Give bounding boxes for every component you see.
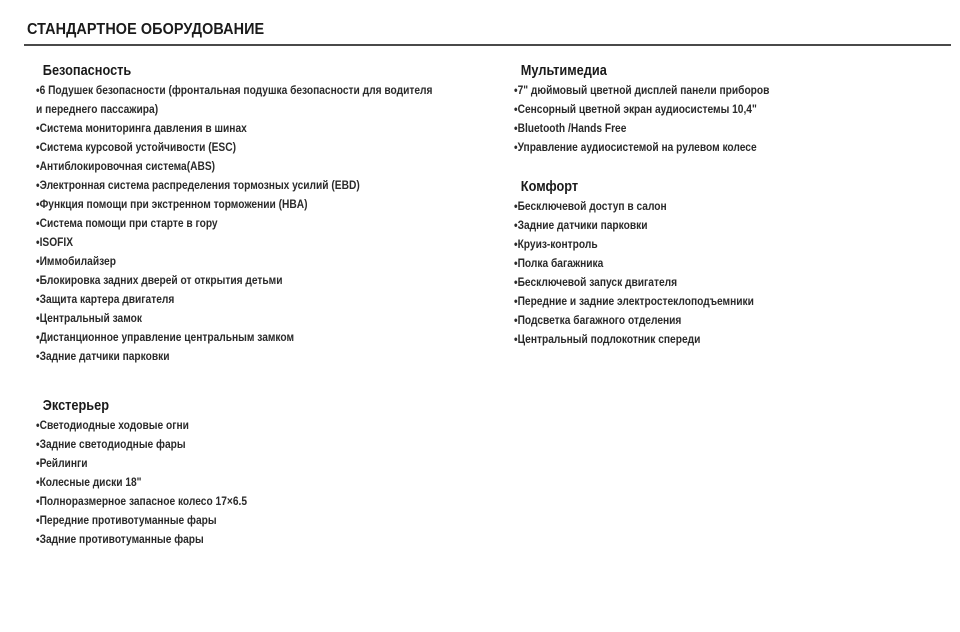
- list-item: [514, 311, 754, 330]
- list-item: [514, 235, 754, 254]
- safety-list: [36, 81, 432, 366]
- list-item-text: Задние светодиодные фары: [39, 437, 186, 451]
- list-item-text: 7" дюймовый цветной дисплей панели приборов: [517, 83, 770, 97]
- list-item: [36, 176, 432, 195]
- section-heading-multimedia: Мультимедиа: [520, 62, 607, 79]
- list-item-text: Светодиодные ходовые огни: [39, 418, 189, 432]
- list-item-text: Функция помощи при экстренном торможении (HBA): [39, 197, 308, 211]
- list-item-text: Задние датчики парковки: [517, 218, 648, 232]
- list-item: [514, 273, 754, 292]
- list-item-text: Полноразмерное запасное колесо 17×6.5: [39, 494, 248, 508]
- list-item: [36, 492, 247, 511]
- list-item-text: Система курсовой устойчивости (ESC): [39, 140, 237, 154]
- comfort-list: [514, 197, 754, 349]
- list-item-text: Иммобилайзер: [39, 254, 116, 268]
- list-item: [36, 309, 432, 328]
- list-item: [36, 347, 432, 366]
- list-item-text: Система мониторинга давления в шинах: [39, 121, 247, 135]
- list-item: [36, 454, 247, 473]
- list-item: [514, 254, 754, 273]
- list-item: [36, 511, 247, 530]
- comfort-section: [514, 177, 754, 349]
- list-item-text: Bluetooth /Hands Free: [517, 121, 627, 135]
- list-item: [514, 119, 769, 138]
- list-item-text: Колесные диски 18": [39, 475, 142, 489]
- list-item-text: Бесключевой запуск двигателя: [517, 275, 678, 289]
- list-item-text: Рейлинги: [39, 456, 88, 470]
- list-item-text: Центральный замок: [39, 311, 142, 325]
- list-item-text: Полка багажника: [517, 256, 604, 270]
- list-item-text: Передние и задние электростеклоподъемники: [517, 294, 754, 308]
- list-item: [36, 435, 247, 454]
- list-item: [36, 530, 247, 549]
- list-item-text: Система помощи при старте в гору: [39, 216, 218, 230]
- list-item: [514, 197, 754, 216]
- title-divider: [24, 44, 951, 46]
- exterior-section: [36, 396, 247, 549]
- list-item-text: 6 Подушек безопасности (фронтальная подушка безопасности для водителя: [39, 83, 433, 97]
- list-item: [36, 157, 432, 176]
- list-item: [514, 100, 769, 119]
- list-item-text: Антиблокировочная система(ABS): [39, 159, 216, 173]
- list-item-text: ISOFIX: [39, 235, 74, 249]
- list-item-text: Задние датчики парковки: [39, 349, 170, 363]
- list-item: [36, 138, 432, 157]
- list-item-text: Бесключевой доступ в салон: [517, 199, 667, 213]
- list-item-text: Блокировка задних дверей от открытия детьми: [39, 273, 283, 287]
- list-item: [36, 473, 247, 492]
- list-item: [36, 416, 247, 435]
- list-item: [36, 328, 432, 347]
- list-item: [514, 216, 754, 235]
- list-item: [36, 119, 432, 138]
- list-item-text: Дистанционное управление центральным замком: [39, 330, 295, 344]
- list-item-text: Защита картера двигателя: [39, 292, 175, 306]
- safety-section: [36, 61, 432, 366]
- list-item: [36, 233, 432, 252]
- list-item: [36, 252, 432, 271]
- list-item: [36, 81, 432, 100]
- page-title: СТАНДАРТНОЕ ОБОРУДОВАНИЕ: [27, 21, 265, 38]
- list-item: [36, 214, 432, 233]
- list-item: [514, 330, 754, 349]
- list-item-text: Задние противотуманные фары: [39, 532, 204, 546]
- exterior-list: [36, 416, 247, 549]
- list-item: [514, 292, 754, 311]
- list-item-text: Подсветка багажного отделения: [517, 313, 682, 327]
- section-heading-exterior: Экстерьер: [42, 397, 110, 414]
- list-item: [36, 271, 432, 290]
- list-item-text: Круиз-контроль: [517, 237, 598, 251]
- list-item-continuation: [36, 100, 432, 119]
- list-item: [36, 290, 432, 309]
- section-heading-comfort: Комфорт: [520, 178, 579, 195]
- list-item-text: Электронная система распределения тормозных усилий (EBD): [39, 178, 360, 192]
- section-heading-safety: Безопасность: [42, 62, 132, 79]
- list-item-text: Передние противотуманные фары: [39, 513, 217, 527]
- list-item: [514, 81, 769, 100]
- list-item: [36, 195, 432, 214]
- list-item-text: Управление аудиосистемой на рулевом колесе: [517, 140, 757, 154]
- list-item-text: и переднего пассажира): [36, 102, 159, 116]
- list-item-text: Сенсорный цветной экран аудиосистемы 10,4": [517, 102, 757, 116]
- list-item-text: Центральный подлокотник спереди: [517, 332, 701, 346]
- list-item: [514, 138, 769, 157]
- multimedia-section: [514, 61, 769, 157]
- multimedia-list: [514, 81, 769, 157]
